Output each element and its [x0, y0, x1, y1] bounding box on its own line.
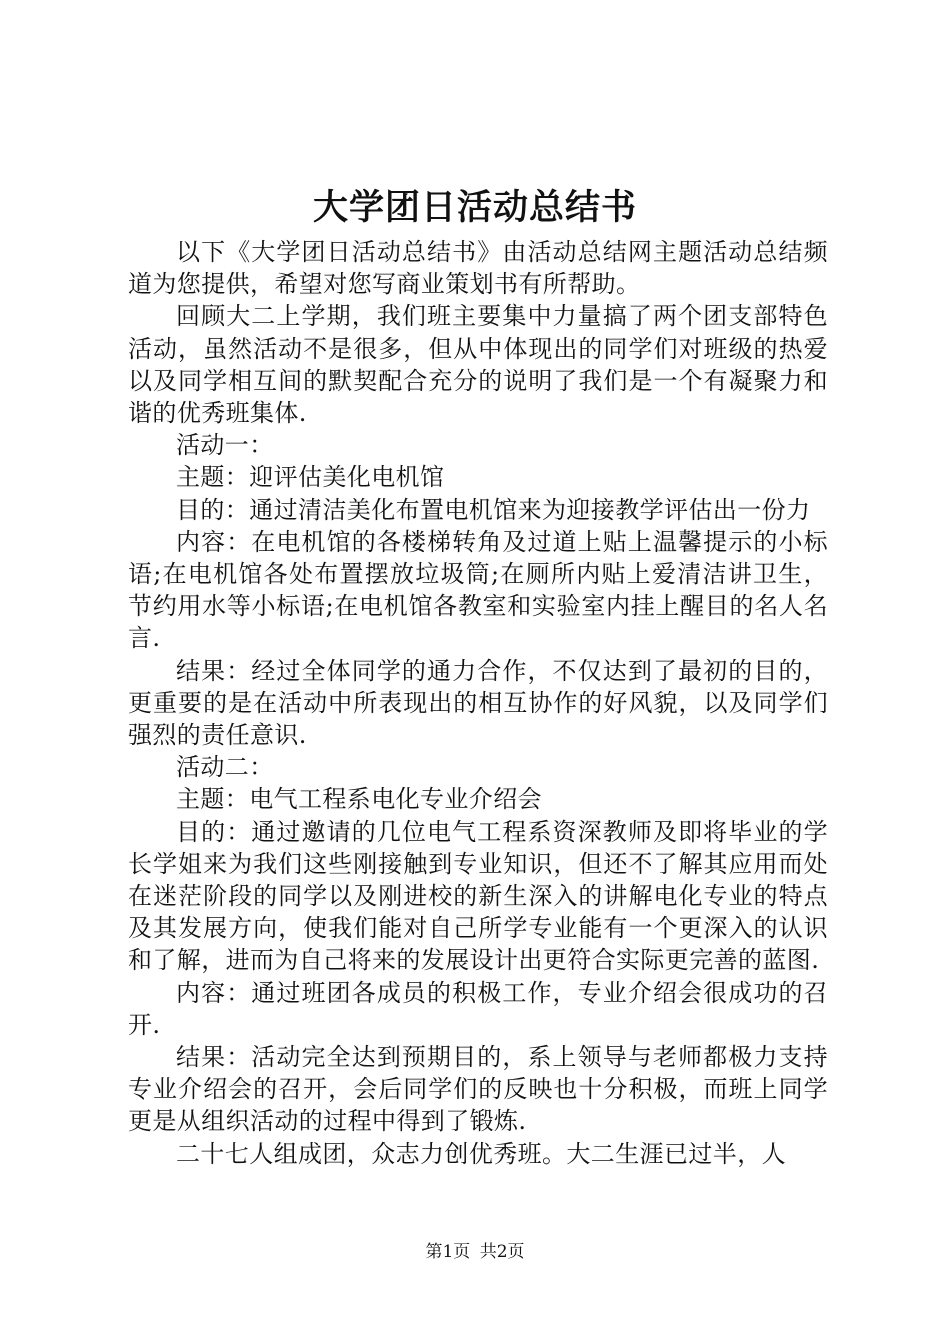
- paragraph-activity-one-heading: 活动一：: [176, 431, 274, 460]
- document-title: 大学团日活动总结书: [312, 187, 637, 228]
- page-number: 第1页: [425, 1242, 471, 1262]
- paragraph-activity-one-result: 结果：经过全体同学的通力合作，不仅达到了最初的目的，更重要的是在活动中所表现出的相互协作的好风貌，以及同学们强烈的责任意识.: [128, 656, 828, 750]
- paragraph-activity-two-goal: 目的：通过邀请的几位电气工程系资深教师及即将毕业的学长学姐来为我们这些刚接触到专业知识，但还不了解其应用而处在迷茫阶段的同学以及刚进校的新生深入的讲解电化专业的特点及其发展方向，使我们能对自己所学专业能有一个更深入的认识和了解，进而为自己将来的发展设计出更符合实际更完善的蓝图.: [128, 817, 828, 975]
- paragraph-closing: 二十七人组成团，众志力创优秀班。大二生涯已过半，人: [176, 1139, 786, 1168]
- paragraph-activity-one-content: 内容：在电机馆的各楼梯转角及过道上贴上温馨提示的小标语;在电机馆各处布置摆放垃圾筒;在厕所内贴上爱清洁讲卫生，节约用水等小标语;在电机馆各教室和实验室内挂上醒目的名人名言.: [128, 527, 828, 653]
- page-footer: [0, 1240, 950, 1264]
- paragraph-activity-two-result: 结果：活动完全达到预期目的，系上领导与老师都极力支持专业介绍会的召开，会后同学们的反映也十分积极，而班上同学更是从组织活动的过程中得到了锻炼.: [128, 1043, 828, 1136]
- paragraph-activity-one-goal: 目的：通过清洁美化布置电机馆来为迎接教学评估出一份力: [176, 495, 811, 524]
- paragraph-activity-two-content: 内容：通过班团各成员的积极工作，专业介绍会很成功的召开.: [128, 978, 828, 1039]
- paragraph-review: 回顾大二上学期，我们班主要集中力量搞了两个团支部特色活动，虽然活动不是很多，但从中体现出的同学们对班级的热爱以及同学相互间的默契配合充分的说明了我们是一个有凝聚力和谐的优秀班集体.: [128, 302, 828, 428]
- page-total: 共2页: [479, 1242, 525, 1262]
- document-body: [128, 236, 828, 1170]
- paragraph-activity-two-heading: 活动二：: [176, 753, 274, 782]
- paragraph-activity-one-theme: 主题：迎评估美化电机馆: [176, 463, 445, 492]
- paragraph-activity-two-theme: 主题：电气工程系电化专业介绍会: [176, 785, 542, 814]
- paragraph-intro: 以下《大学团日活动总结书》由活动总结网主题活动总结频道为您提供，希望对您写商业策划书有所帮助。: [128, 238, 828, 299]
